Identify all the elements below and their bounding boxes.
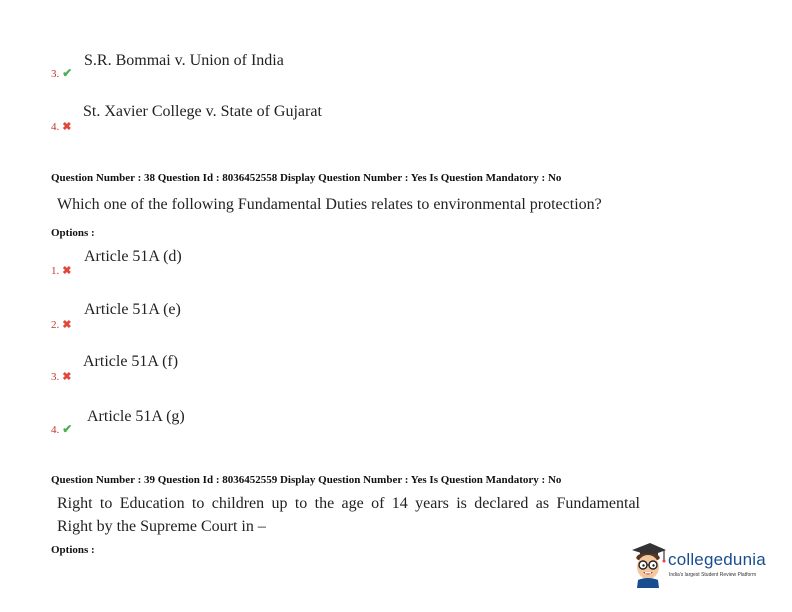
option-number-label: 4. [51, 121, 60, 133]
cross-icon: ✖ [62, 319, 72, 331]
option-number [51, 66, 72, 81]
options-label: Options : [51, 544, 95, 556]
options-label: Options : [51, 227, 95, 239]
option-number-label: 1. [51, 265, 60, 277]
option-number [51, 370, 71, 383]
option-number [51, 318, 71, 331]
option-number [51, 120, 71, 133]
check-icon: ✔ [62, 66, 73, 80]
option-number-label: 2. [51, 319, 60, 331]
option-number-label: 3. [51, 371, 60, 383]
cross-icon: ✖ [62, 121, 72, 133]
option-text: S.R. Bommai v. Union of India [84, 52, 284, 69]
option-text: St. Xavier College v. State of Gujarat [83, 103, 322, 120]
check-icon: ✔ [62, 422, 73, 436]
cross-icon: ✖ [62, 265, 72, 277]
logo-tagline: India's largest Student Review Platform [669, 572, 757, 578]
option-text: Article 51A (g) [87, 408, 185, 425]
logo-brand: collegedunia [668, 550, 766, 569]
cross-icon: ✖ [62, 371, 72, 383]
question-meta: Question Number : 38 Question Id : 8036452558 Display Question Number : Yes Is Question Mandatory : No [51, 172, 562, 184]
option-text: Article 51A (d) [84, 248, 182, 265]
option-text: Article 51A (e) [84, 301, 181, 318]
option-number-label: 4. [51, 424, 60, 436]
collegedunia-logo [628, 538, 778, 588]
question-text-line2: Right by the Supreme Court in – [57, 518, 266, 535]
question-text-line1: Right to Education to children up to the age of 14 years is declared as Fundamental [57, 495, 640, 512]
option-text: Article 51A (f) [83, 353, 179, 370]
mascot-icon [628, 540, 668, 588]
option-number-label: 3. [51, 68, 60, 80]
option-number [51, 264, 71, 277]
question-meta: Question Number : 39 Question Id : 8036452559 Display Question Number : Yes Is Question Mandatory : No [51, 474, 562, 486]
question-text: Which one of the following Fundamental Duties relates to environmental protection? [57, 196, 602, 213]
option-number [51, 422, 72, 437]
